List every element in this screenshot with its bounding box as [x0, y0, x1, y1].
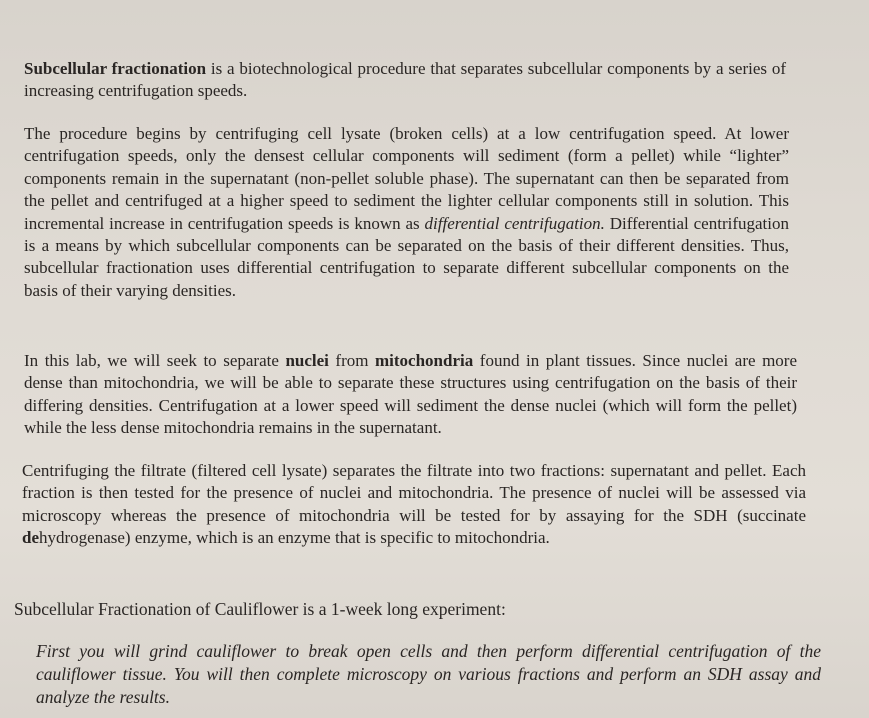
paragraph-filtrate [22, 460, 806, 550]
term-differential-centrifugation: differential centrifugation. [424, 213, 605, 233]
filtrate-text-2: hydrogenase) enzyme, which is an enzyme that is specific to mitochondria. [39, 528, 550, 548]
paragraph-lab-goal [24, 350, 797, 440]
term-subcellular-fractionation: Subcellular fractionation [24, 59, 207, 78]
term-de: de [22, 528, 39, 548]
paragraph-procedure [24, 123, 789, 302]
paragraph-intro [24, 58, 786, 103]
lab-goal-text-3: found in plant tissues. Since nuclei are more dense than mitochondria, we will be able to separate these structures using centrifugation on the basis of their differing densities. Centrifugation at a lower speed will sediment the dense nuclei (which will form the pellet) while the less dense mitochondria remains in the supernatant. [24, 351, 798, 438]
term-nuclei: nuclei [285, 351, 329, 370]
lab-goal-text-2: from [328, 351, 376, 370]
experiment-steps-text: First you will grind cauliflower to break open cells and then perform differential centrifugation of the cauliflower tissue. You will then complete microscopy on various fractions and perform an SDH assay and analyze the results. [36, 641, 821, 707]
lab-goal-text-1: In this lab, we will seek to separate [24, 351, 286, 370]
paragraph-experiment-steps [36, 640, 821, 709]
procedure-text-2: Differential centrifugation is a means by which subcellular components can be separated on the basis of their different densities. Thus, subcellular fractionation uses differential centrifugation to separate different subcellular components on the basis of their varying densities. [24, 213, 789, 300]
intro-text: is a biotechnological procedure that separates subcellular components by a series of increasing centrifugation speeds. [24, 59, 787, 101]
filtrate-text-1: Centrifuging the filtrate (filtered cell lysate) separates the filtrate into two fractions: supernatant and pellet. Each fraction is then tested for the presence of nuclei and mitochondria. The presence of nuclei will be assessed via microscopy whereas the presence of mitochondria will be tested for by assaying for the SDH (succinate [22, 461, 806, 525]
procedure-text-1: The procedure begins by centrifuging cell lysate (broken cells) at a low centrifugation speed. At lower centrifugation speeds, only the densest cellular components will sediment (form a pellet) while “lighter” components remain in the supernatant (non-pellet soluble phase). The supernatant can then be separated from the pellet and centrifuged at a higher speed to sediment the lighter cellular components still in solution. This incremental increase in centrifugation speeds is known as [24, 124, 789, 233]
experiment-length-text: Subcellular Fractionation of Cauliflower is a 1-week long experiment: [14, 599, 506, 619]
term-mitochondria: mitochondria [375, 351, 474, 370]
paragraph-experiment-length [14, 598, 814, 620]
